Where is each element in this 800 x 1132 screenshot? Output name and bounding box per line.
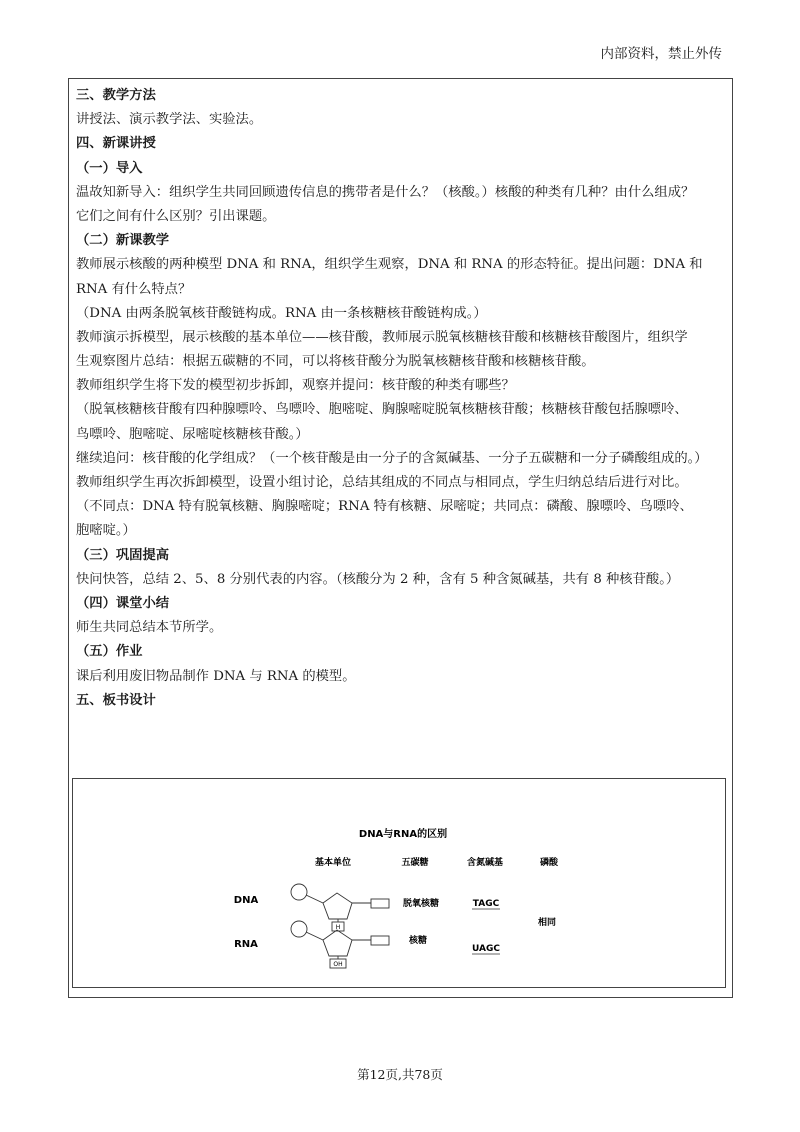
confidential-note: 内部资料，禁止外传 [600,46,722,62]
section-heading: （五）作业 [76,644,143,660]
section-heading: （四）课堂小结 [76,595,170,611]
body-line: 教师组织学生将下发的模型初步拆卸，观察并提问：核苷酸的种类有哪些？ [76,378,515,394]
dna-h-group: H [335,924,341,931]
body-line: 温故知新导入：组织学生共同回顾遗传信息的携带者是什么？（核酸。）核酸的种类有几种？由什么组成？ [76,184,695,200]
body-line: 继续追问：核苷酸的化学组成？（一个核苷酸是由一分子的含氮碱基、一分子五碳糖和一分子磷酸组成的。） [76,450,708,466]
col-phosphate: 磷酸 [539,858,559,868]
dna-bases: TAGC [472,899,500,909]
body-line: 生观察图片总结：根据五碳糖的不同，可以将核苷酸分为脱氧核糖核苷酸和核糖核苷酸。 [76,354,595,370]
body-line: 教师演示拆模型，展示核酸的基本单位——核苷酸，教师展示脱氧核糖核苷酸和核糖核苷酸图片，组织学 [76,329,688,345]
body-line: 师生共同总结本节所学。 [76,620,223,636]
page-footer: 第12页,共78页 [357,1067,443,1082]
rna-bases: UAGC [472,944,500,954]
body-line: 它们之间有什么区别？引出课题。 [76,208,276,224]
body-line: RNA 有什么特点？ [76,281,192,297]
section-heading: （三）巩固提高 [76,547,170,563]
section-heading: 四、新课讲授 [76,136,156,152]
body-line: 讲授法、演示教学法、实验法。 [76,112,263,128]
body-line: 教师组织学生再次拆卸模型，设置小组讨论，总结其组成的不同点与相同点，学生归纳总结后进行对比。 [76,475,688,490]
board-title: DNA与RNA的区别 [358,829,448,840]
body-line: 课后利用废旧物品制作 DNA 与 RNA 的模型。 [76,668,356,684]
body-line: （DNA 由两条脱氧核苷酸链构成。RNA 由一条核糖核苷酸链构成。） [76,305,487,321]
section-heading: （二）新课教学 [76,233,170,249]
section-heading: （一）导入 [76,160,143,176]
row-rna-label: RNA [234,939,258,950]
blackboard-design [72,778,726,988]
row-dna-label: DNA [233,895,259,906]
col-sugar: 五碳糖 [401,858,429,868]
body-line: （脱氧核糖核苷酸有四种腺嘌呤、鸟嘌呤、胞嘧啶、胸腺嘧啶脱氧核糖核苷酸；核糖核苷酸包括腺嘌呤、 [76,402,688,418]
body-line: （不同点：DNA 特有脱氧核糖、胸腺嘧啶；RNA 特有核糖、尿嘧啶；共同点：磷酸、腺嘌呤、鸟嘌呤、 [76,499,693,515]
phosphate-same: 相同 [537,918,557,928]
section-heading: 三、教学方法 [76,88,156,103]
rna-sugar: 核糖 [408,936,428,946]
lesson-content [76,84,726,713]
body-line: 鸟嘌呤、胞嘧啶、尿嘧啶核糖核苷酸。） [76,426,309,442]
col-base: 含氮碱基 [466,858,504,868]
dna-sugar: 脱氧核糖 [402,899,440,909]
body-line: 快问快答，总结 2、5、8 分别代表的内容。（核酸分为 2 种，含有 5 种含氮碱基，共有 8 种核苷酸。） [76,571,680,587]
section-heading: 五、板书设计 [76,692,156,708]
rna-oh-group: OH [333,961,343,968]
board-diagram [73,779,727,989]
body-line: 教师展示核酸的两种模型 DNA 和 RNA，组织学生观察，DNA 和 RNA 的形态特征。提出问题：DNA 和 [76,257,703,273]
body-line: 胞嘧啶。） [76,523,136,539]
col-basic-unit: 基本单位 [314,858,352,868]
